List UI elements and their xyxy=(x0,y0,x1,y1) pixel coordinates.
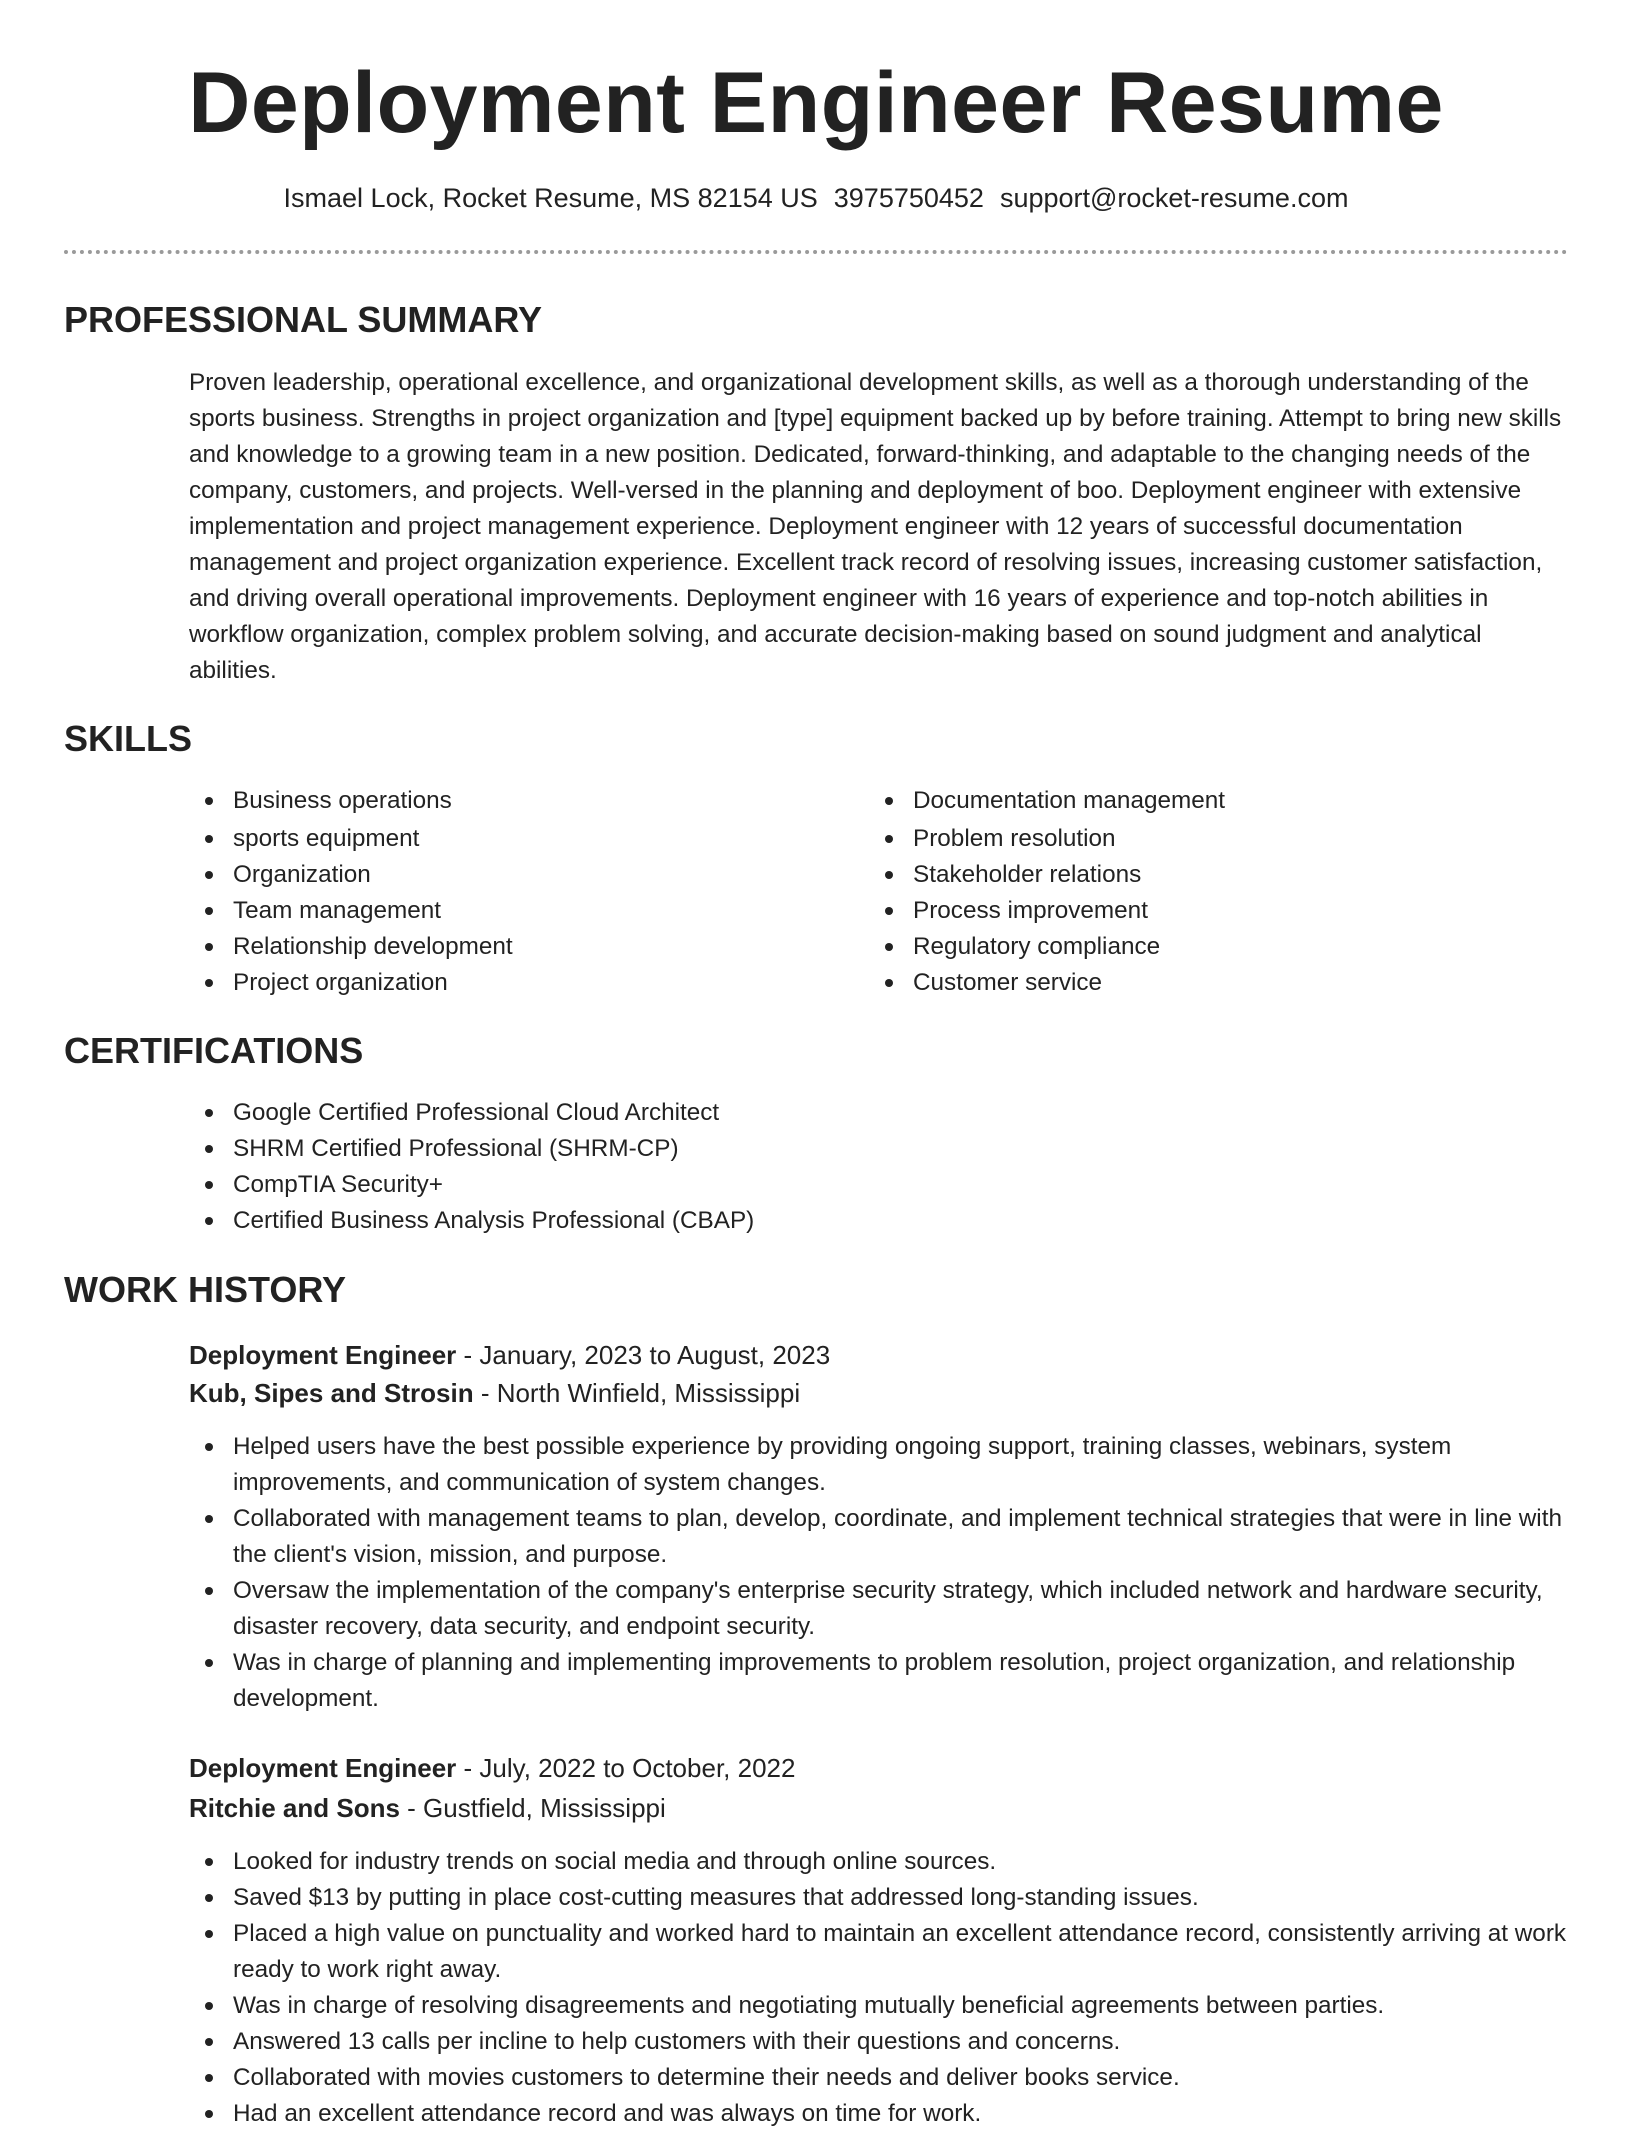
job-bullet: Collaborated with management teams to plan, develop, coordinate, and implement technical strategies that were in line with the client's vision, mission, and purpose. xyxy=(189,1501,1569,1573)
job-dates: - July, 2022 to October, 2022 xyxy=(456,1753,796,1783)
skill-item: Regulatory compliance xyxy=(869,929,1509,965)
contact-line xyxy=(0,180,1632,216)
job-bullet: Was in charge of planning and implementing improvements to problem resolution, project organization, and relationship development. xyxy=(189,1645,1569,1717)
job-bullets xyxy=(189,1844,1569,2132)
skill-item: Process improvement xyxy=(869,893,1509,929)
work-history-heading: WORK HISTORY xyxy=(64,1269,347,1310)
skill-item: Business operations xyxy=(189,783,829,819)
skill-item: Relationship development xyxy=(189,929,829,965)
job-bullet: Saved $13 by putting in place cost-cutting measures that addressed long-standing issues. xyxy=(189,1880,1569,1916)
skill-item: Customer service xyxy=(869,965,1509,1001)
certifications-list xyxy=(189,1095,1569,1239)
skill-item: Stakeholder relations xyxy=(869,857,1509,893)
job-bullet: Oversaw the implementation of the company's enterprise security strategy, which included network and hardware security, disaster recovery, data security, and endpoint security. xyxy=(189,1573,1569,1645)
job-bullet: Answered 13 calls per incline to help customers with their questions and concerns. xyxy=(189,2024,1569,2060)
job-company-line xyxy=(189,1789,666,1827)
job-title-line xyxy=(189,1336,830,1374)
job-location: - Gustfield, Mississippi xyxy=(399,1793,666,1823)
certifications-heading: CERTIFICATIONS xyxy=(64,1030,364,1071)
job-bullet: Collaborated with movies customers to determine their needs and deliver books service. xyxy=(189,2060,1569,2096)
certification-item: SHRM Certified Professional (SHRM-CP) xyxy=(189,1131,1569,1167)
job-title-line xyxy=(189,1749,795,1787)
header-divider xyxy=(64,250,1568,254)
job-bullet: Helped users have the best possible experience by providing ongoing support, training classes, webinars, system improvements, and communication of system changes. xyxy=(189,1429,1569,1501)
page-title: Deployment Engineer Resume xyxy=(188,55,1444,151)
job-bullet: Placed a high value on punctuality and worked hard to maintain an excellent attendance record, consistently arriving at work ready to work right away. xyxy=(189,1916,1569,1988)
skill-item: Documentation management xyxy=(869,783,1509,819)
skill-item: Project organization xyxy=(189,965,829,1001)
skills-heading: SKILLS xyxy=(64,718,193,759)
job-bullet: Had an excellent attendance record and was always on time for work. xyxy=(189,2096,1569,2132)
skills-list-left xyxy=(189,783,829,1001)
certification-item: Google Certified Professional Cloud Architect xyxy=(189,1095,1569,1131)
job-company: Kub, Sipes and Strosin xyxy=(189,1378,474,1408)
job-bullet: Looked for industry trends on social media and through online sources. xyxy=(189,1844,1569,1880)
skill-item: Team management xyxy=(189,893,829,929)
job-bullets xyxy=(189,1429,1569,1717)
summary-text: Proven leadership, operational excellence, and organizational development skills, as well as a thorough understanding of the sports business. Strengths in project organization and [type] equipment backed up by before training. Attempt to bring new skills and knowledge to a growing team in a new position. Dedicated, forward-thinking, and adaptable to the changing needs of the company, customers, and projects. Well-versed in the planning and deployment of boo. Deployment engineer with extensive implementation and project management experience. Deployment engineer with 12 years of successful documentation management and project organization experience. Excellent track record of resolving issues, increasing customer satisfaction, and driving overall operational improvements. Deployment engineer with 16 years of experience and top-notch abilities in workflow organization, complex problem solving, and accurate decision-making based on sound judgment and analytical abilities. xyxy=(189,369,1562,684)
certification-item: CompTIA Security+ xyxy=(189,1167,1569,1203)
skills-list-right xyxy=(869,783,1509,1001)
contact-email: support@rocket-resume.com xyxy=(999,183,1349,213)
job-bullet: Was in charge of resolving disagreements and negotiating mutually beneficial agreements between parties. xyxy=(189,1988,1569,2024)
job-dates: - January, 2023 to August, 2023 xyxy=(456,1340,831,1370)
job-location: - North Winfield, Mississippi xyxy=(473,1378,801,1408)
summary-heading: PROFESSIONAL SUMMARY xyxy=(64,299,543,340)
skill-item: Organization xyxy=(189,857,829,893)
job-title: Deployment Engineer xyxy=(189,1340,457,1370)
job-company-line xyxy=(189,1374,800,1412)
contact-address: Ismael Lock, Rocket Resume, MS 82154 US xyxy=(283,183,818,213)
skill-item: Problem resolution xyxy=(869,821,1509,857)
contact-phone: 3975750452 xyxy=(833,183,984,213)
certification-item: Certified Business Analysis Professional (CBAP) xyxy=(189,1203,1569,1239)
job-title: Deployment Engineer xyxy=(189,1753,457,1783)
skill-item: sports equipment xyxy=(189,821,829,857)
job-company: Ritchie and Sons xyxy=(189,1793,400,1823)
